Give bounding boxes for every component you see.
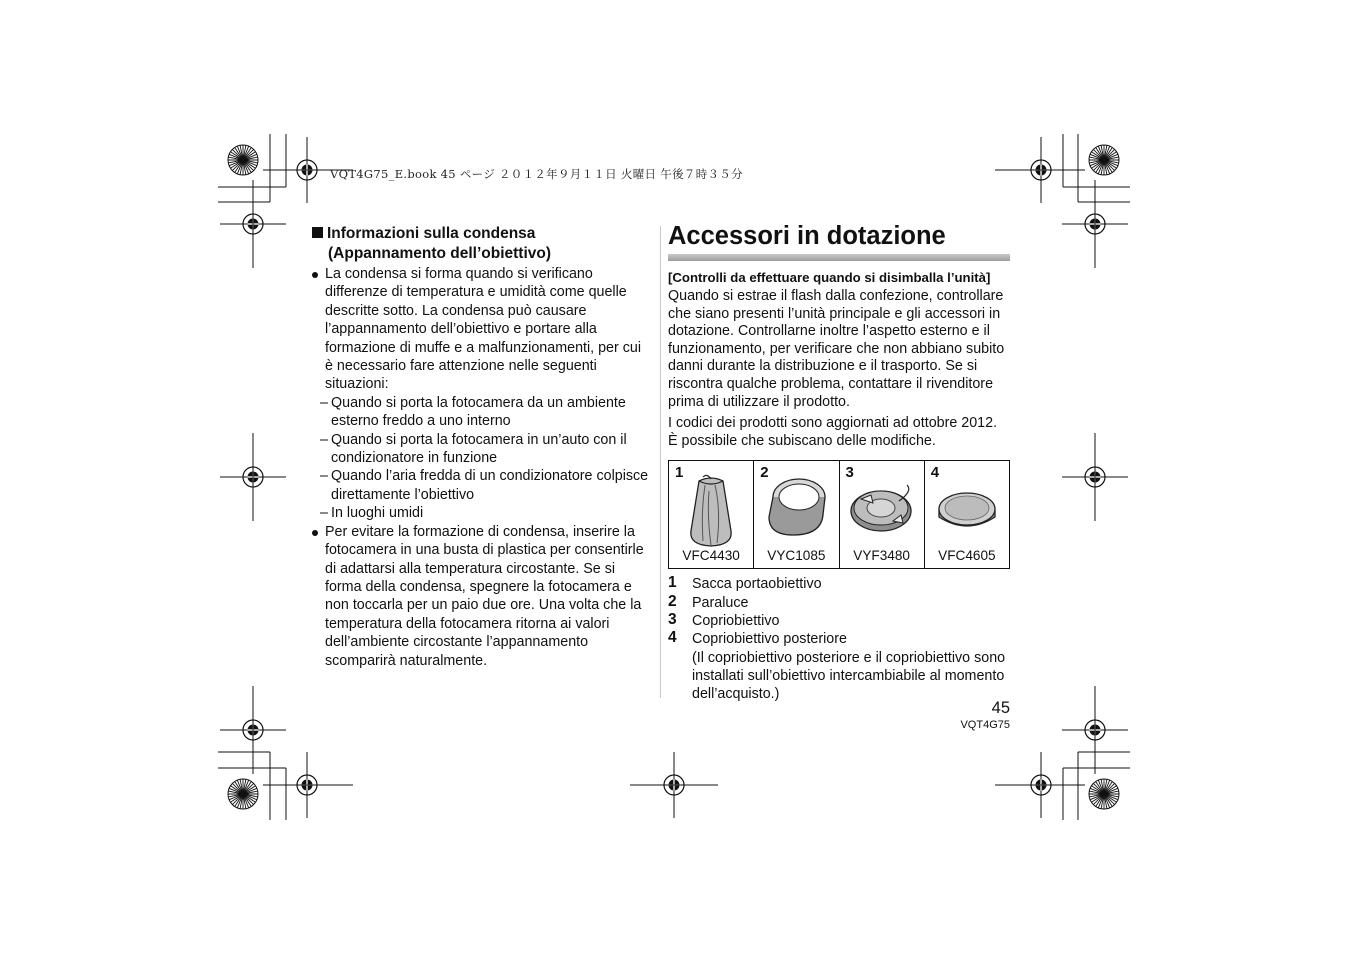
list-text: Copriobiettivo posteriore [692,631,847,648]
list-item [668,630,1010,648]
list-text: Sacca portaobiettivo [692,576,822,593]
accessory-cell [754,461,839,569]
condensation-section-title [312,224,652,263]
accessory-number: 2 [760,464,769,482]
accessories-table [668,460,1010,569]
dash-item: – Quando si porta la fotocamera da un ambiente esterno freddo a uno interno [320,394,626,430]
list-item [668,594,1010,612]
note-text: (Il copriobiettivo posteriore e il copriobiettivo sono installati sull’obiettivo intercambiabile al momento dell’acquisto.) [692,649,1006,703]
section-title-line1: Informazioni sulla condensa [327,225,536,242]
dash-item: – In luoghi umidi [320,505,424,522]
unpacking-subtitle: [Controlli da effettuare quando si disimballa l’unità] [668,270,991,285]
bullet-dot-icon [312,530,318,536]
list-item [668,612,1010,630]
list-text: Copriobiettivo [692,612,780,629]
bullet-dot-icon [312,272,318,278]
dash-text: Quando l’aria fredda di un condizionatore colpisce direttamente l’obiettivo [331,468,649,503]
lens-hood-icon [754,471,838,549]
paragraph: Quando si estrae il flash dalla confezione, controllare che siano presenti l’unità principale e gli accessori in dotazione. Controllarne inoltre l’aspetto esterno e il funzionamento, per verificare che non abbiano subito danni durante la distribuzione e il trasporto. Se si riscontra qualche problema, contattare il rivenditore prima di utilizzare il prodotto. [668,288,1005,410]
accessories-list [668,575,1010,703]
right-column [668,220,1010,703]
dash-text: Quando si porta la fotocamera da un ambiente esterno freddo a uno interno [331,394,626,430]
title-underline [668,254,1010,261]
page-number: 45 [991,699,1010,717]
square-bullet-icon [312,227,323,238]
list-number: 3 [668,610,677,628]
accessory-number: 1 [675,464,684,482]
accessory-number: 4 [930,464,940,482]
bullet-text: La condensa si forma quando si verificano differenze di temperatura e umidità come quelle descritte sotto. La condensa può causare l’appannamento dell’obiettivo e portare alla formazione di muffe e a malfunzionamenti, per cui è necessario fare attenzione nelle seguenti situazioni: [325,266,642,393]
bullet-text: Per evitare la formazione di condensa, inserire la fotocamera in una busta di plastica per consentirle di adattarsi alla temperatura circostante. Se si forma della condensa, spegnere la fotocamera e non toccarla per un paio due ore. Una volta che la temperatura della fotocamera ritorna ai valori dell’ambiente circostante l’appannamento scomparirà naturalmente. [325,523,644,669]
accessory-code: VFC4430 [682,547,740,563]
accessory-number: 3 [845,464,854,482]
lens-bag-icon [669,471,753,555]
list-text: Paraluce [692,594,749,611]
list-number: 1 [668,574,677,592]
dash-text: In luoghi umidi [331,505,424,522]
accessory-code: VFC4605 [938,547,996,563]
accessory-code: VYC1085 [767,547,826,563]
book-header-info: VQT4G75_E.book 45 ページ ２０１２年９月１１日 火曜日 午後７時３５分 [330,167,743,181]
model-code: VQT4G75 [960,719,1010,731]
dash-item: – Quando l’aria fredda di un condizionatore colpisce direttamente l’obiettivo [320,468,649,503]
list-number: 4 [668,629,677,647]
dash-text: Quando si porta la fotocamera in un’auto con il condizionatore in funzione [331,431,627,467]
paragraph: I codici dei prodotti sono aggiornati ad ottobre 2012. È possibile che subiscano delle modifiche. [668,415,998,449]
accessory-cell [924,461,1009,569]
bullet-item [312,523,652,670]
dash-item: – Quando si porta la fotocamera in un’auto con il condizionatore in funzione [320,431,627,467]
lens-cap-icon [840,471,924,549]
rear-lens-cap-icon [925,471,1009,549]
accessory-code: VYF3480 [853,547,910,563]
bullet-item [312,265,652,394]
accessory-cell [669,461,754,569]
list-item [668,575,1010,593]
list-number: 2 [668,592,677,610]
left-column [312,224,652,670]
accessory-cell [839,461,924,569]
page-title: Accessori in dotazione [668,222,946,250]
column-divider [660,226,661,698]
section-title-line2: (Appannamento dell’obiettivo) [328,244,552,262]
list-note [668,649,1010,704]
